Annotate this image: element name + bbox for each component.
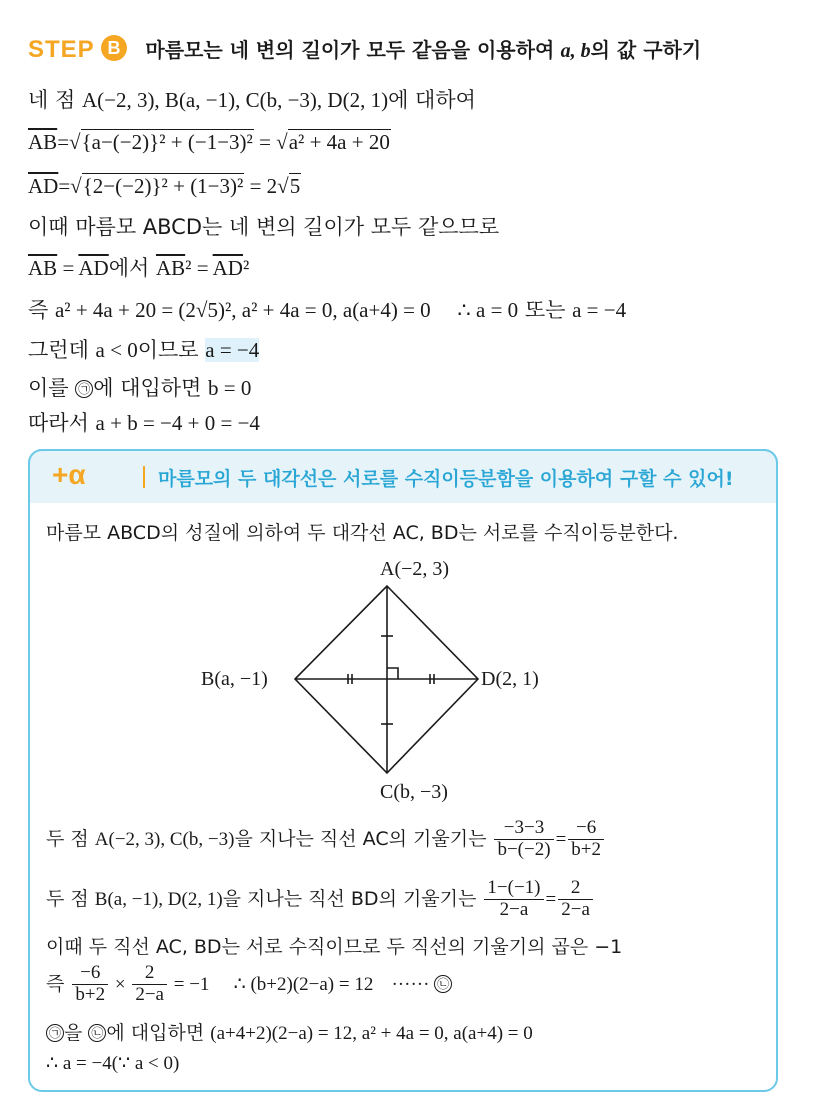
vertex-label-d: D(2, 1) [481,668,539,690]
line-ad-length: $\overline{AD}=√\{2-(-2)\}^2 + (1-3)^2 = 2√5$ [28,174,301,198]
line-ab-length: $\overline{AB}=√\{a-(-2)\}^2 + (-1-3)^2 = √a^2 + 4a + 20$ [28,130,390,154]
slope-bd-line: 두 점 B(a, −1), D(2, 1)을 지나는 직선 BD의 기울기는 $\frac{1-(-1)}{2-a}$ = $\frac{2}{2-a}$ [46,878,595,921]
vertex-label-a: A(−2, 3) [380,558,450,580]
step-word: STEP [28,36,95,63]
highlighted-answer: a = −4 [205,338,260,362]
line-ab-eq-ad: $\overline{AB} = \overline{AD}$에서 $\overline{AB}^2 = \overline{AD}^2$ [28,256,250,280]
line-conclusion: 따라서 a + b = −4 + 0 = −4 [28,411,260,435]
line-condition: 그런데 a < 0이므로 a = −4 [28,338,260,362]
right-angle-mark [387,668,398,679]
line-points: 네 점 A(−2, 3), B(a, −1), C(b, −3), D(2, 1)에 대하여 [28,88,476,112]
product-line: 즉 $\frac{-6}{b+2}$ × $\frac{2}{2-a}$ = −1 ∴ (b+2)(2−a) = 12 ······ ㉡ [46,963,452,1006]
line-quadratic: 즉 a² + 4a + 20 = (2√5)², a² + 4a = 0, a(a+4) = 0 ∴ a = 0 또는 a = −4 [28,298,627,322]
slope-ac-line: 두 점 A(−2, 3), C(b, −3)을 지나는 직선 AC의 기울기는 $\frac{-3-3}{b-(-2)}$ = $\frac{-6}{b+2}$ [46,818,606,861]
vertex-label-c: C(b, −3) [380,781,448,803]
final-answer-line: ∴ a = −4(∵ a < 0) [46,1053,180,1074]
plus-alpha-icon: +α [52,459,86,490]
line-rhombus-property: 이때 마름모 ABCD는 네 변의 길이가 모두 같으므로 [28,215,500,239]
tip-intro: 마름모 ABCD의 성질에 의하여 두 대각선 AC, BD는 서로를 수직이등분한다. [46,522,679,544]
perpendicular-line: 이때 두 직선 AC, BD는 서로 수직이므로 두 직선의 기울기의 곱은 −1 [46,936,623,958]
step-badge: B [101,35,127,61]
substitution-line: ㉠ 을 ㉡ 에 대입하면 (a+4+2)(2−a) = 12, a² + 4a = 0, a(a+4) = 0 [46,1018,533,1045]
tip-header-text: 마름모의 두 대각선은 서로를 수직이등분함을 이용하여 구할 수 있어! [158,468,734,490]
line-substitute: 이를 ㉠ 에 대입하면 b = 0 [28,376,252,400]
step-title-end: 의 값 구하기 [590,38,702,62]
vertex-label-b: B(a, −1) [201,668,268,690]
circled-label-2: ㉡ [434,975,452,993]
step-title: 마름모는 네 변의 길이가 모두 같음을 이용하여 [145,38,555,62]
circled-label-1: ㉠ [75,380,93,398]
step-vars: a, b [560,40,591,62]
